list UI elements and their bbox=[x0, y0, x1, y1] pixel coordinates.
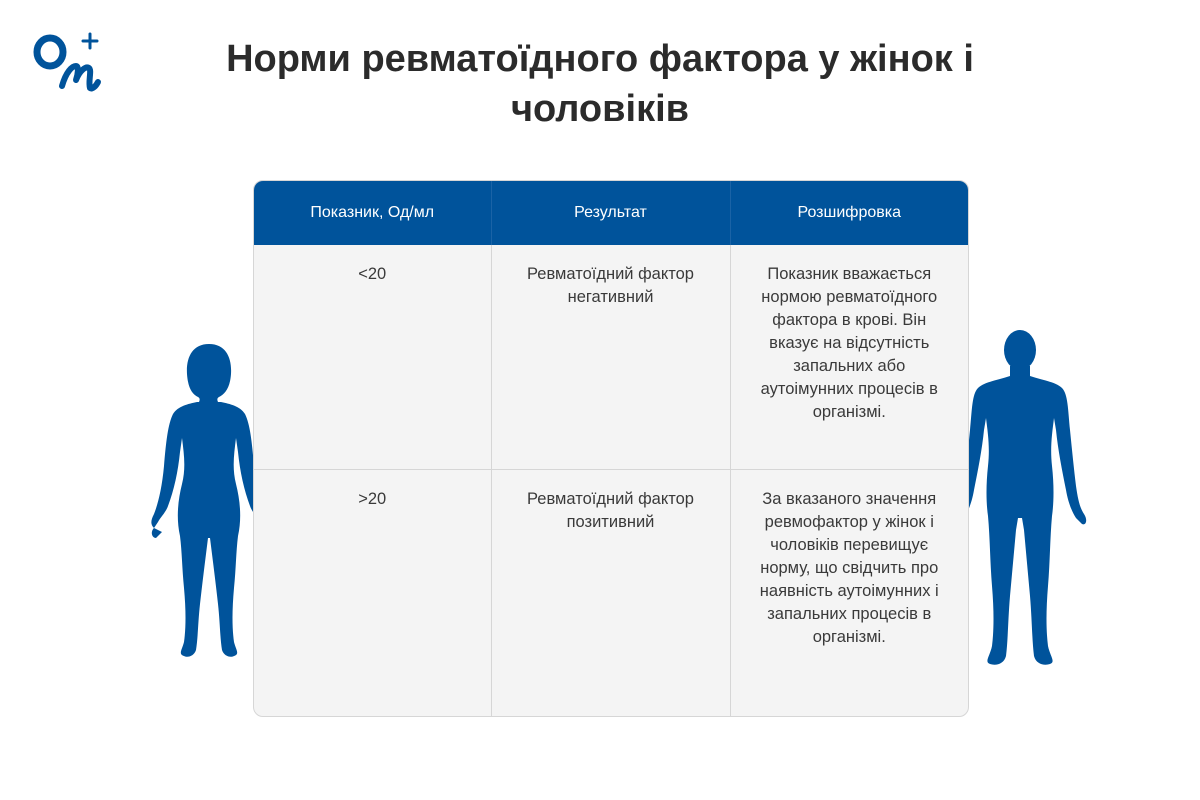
male-silhouette-icon bbox=[950, 330, 1090, 674]
cell-interpretation: Показник вважається нормою ревматоїдного фактора в крові. Він вказує на відсутність запальних або аутоімунних процесів в організмі. bbox=[730, 245, 968, 470]
table-row bbox=[254, 470, 968, 717]
cell-result: Ревматоїдний фактор позитивний bbox=[491, 470, 730, 717]
table-header-row bbox=[254, 181, 968, 245]
column-header-result: Результат bbox=[491, 181, 730, 245]
cell-value: >20 bbox=[254, 470, 491, 717]
cell-value: <20 bbox=[254, 245, 491, 470]
column-header-interpretation: Розшифровка bbox=[730, 181, 968, 245]
cell-interpretation: За вказаного значення ревмофактор у жінок і чоловіків перевищує норму, що свідчить про наявність аутоімунних і запальних процесів в організмі. bbox=[759, 490, 939, 646]
table-row bbox=[254, 245, 968, 470]
column-header-value: Показник, Од/мл bbox=[254, 181, 491, 245]
page-title: Норми ревматоїдного фактора у жінок і чоловіків bbox=[226, 38, 974, 130]
female-silhouette-icon bbox=[148, 342, 270, 660]
cell-result: Ревматоїдний фактор негативний bbox=[491, 245, 730, 470]
rf-norms-table bbox=[253, 180, 969, 717]
on-plus-logo-icon bbox=[32, 28, 104, 94]
